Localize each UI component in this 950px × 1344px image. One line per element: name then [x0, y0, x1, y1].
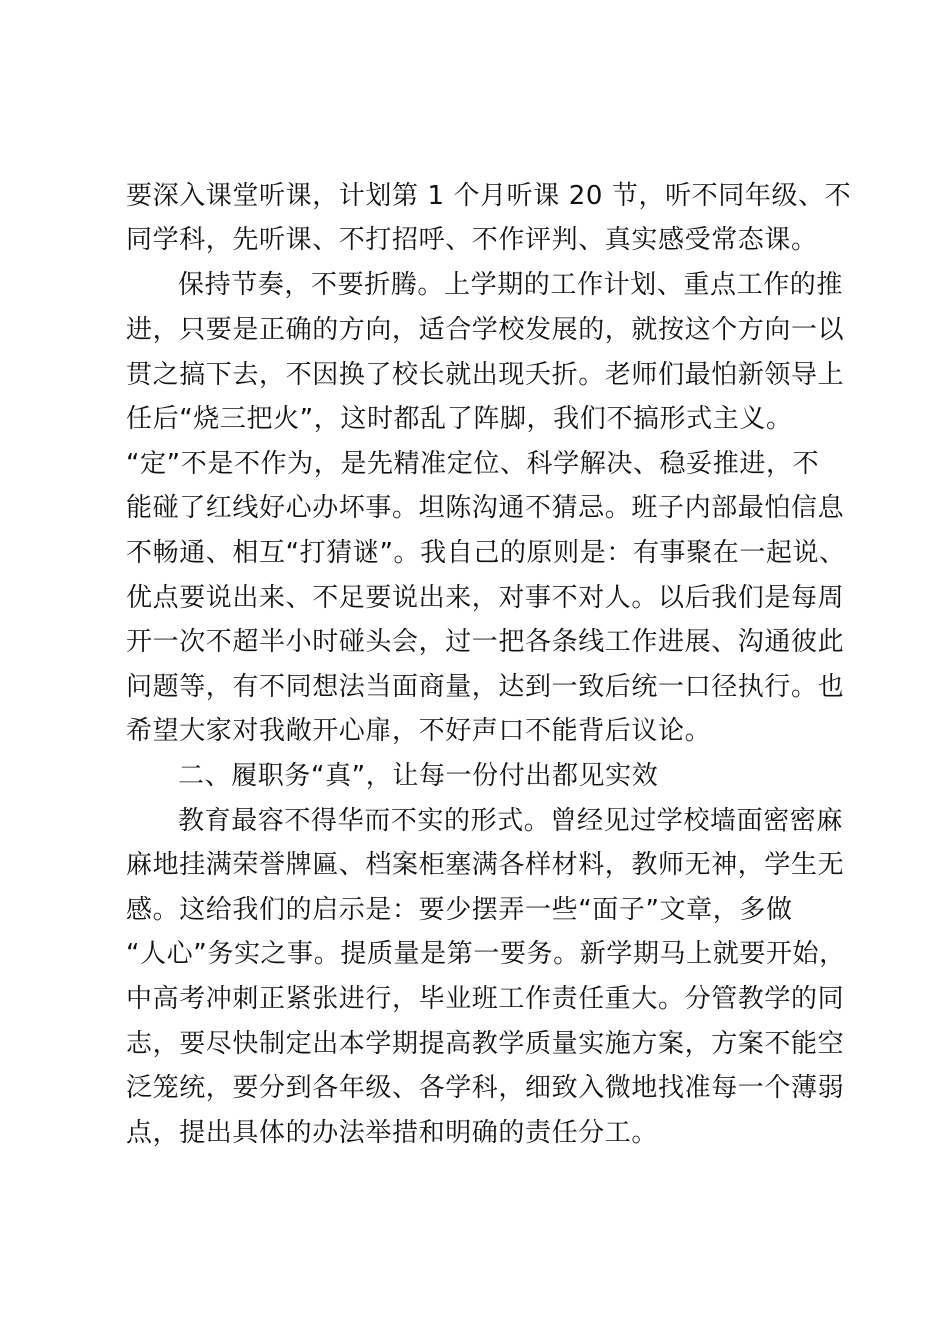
text-line: 优点要说出来、不足要说出来，对事不对人。以后我们是每周	[126, 583, 845, 613]
text-line: 志，要尽快制定出本学期提高教学质量实施方案，方案不能空	[126, 1029, 845, 1059]
text-line: 麻地挂满荣誉牌匾、档案柜塞满各样材料，教师无神，学生无	[126, 850, 845, 880]
text-line: 中高考冲刺正紧张进行，毕业班工作责任重大。分管教学的同	[126, 984, 845, 1014]
paragraph-start-line: 保持节奏，不要折腾。上学期的工作计划、重点工作的推	[178, 270, 844, 300]
text-line: 贯之搞下去，不因换了校长就出现夭折。老师们最怕新领导上	[126, 360, 845, 390]
text-line: 不畅通、相互“打猜谜”。我自己的原则是：有事聚在一起说、	[126, 538, 846, 568]
text-line: 能碰了红线好心办坏事。坦陈沟通不猜忌。班子内部最怕信息	[126, 493, 845, 523]
text-line: “人心”务实之事。提质量是第一要务。新学期马上就要开始，	[126, 939, 846, 969]
text-line: 问题等，有不同想法当面商量，达到一致后统一口径执行。也	[126, 672, 845, 702]
text-line: 要深入课堂听课，计划第 1 个月听课 20 节，听不同年级、不	[126, 181, 852, 211]
section-heading: 二、履职务“真”，让每一份付出都见实效	[178, 761, 659, 791]
text-line: 感。这给我们的启示是：要少摆弄一些“面子”文章，多做	[126, 895, 793, 925]
text-line: 点，提出具体的办法举措和明确的责任分工。	[126, 1118, 659, 1148]
text-line: 开一次不超半小时碰头会，过一把各条线工作进展、沟通彼此	[126, 627, 845, 657]
text-line: “定”不是不作为，是先精准定位、科学解决、稳妥推进，不	[126, 449, 820, 479]
text-line: 同学科，先听课、不打招呼、不作评判、真实感受常态课。	[126, 225, 818, 255]
paragraph-start-line: 教育最容不得华而不实的形式。曾经见过学校墙面密密麻	[178, 806, 844, 836]
text-line: 希望大家对我敞开心扉，不好声口不能背后议论。	[126, 716, 712, 746]
text-line: 进，只要是正确的方向，适合学校发展的，就按这个方向一以	[126, 315, 845, 345]
text-line: 任后“烧三把火”，这时都乱了阵脚，我们不搞形式主义。	[126, 404, 793, 434]
text-line: 泛笼统，要分到各年级、各学科，细致入微地找准每一个薄弱	[126, 1073, 845, 1103]
